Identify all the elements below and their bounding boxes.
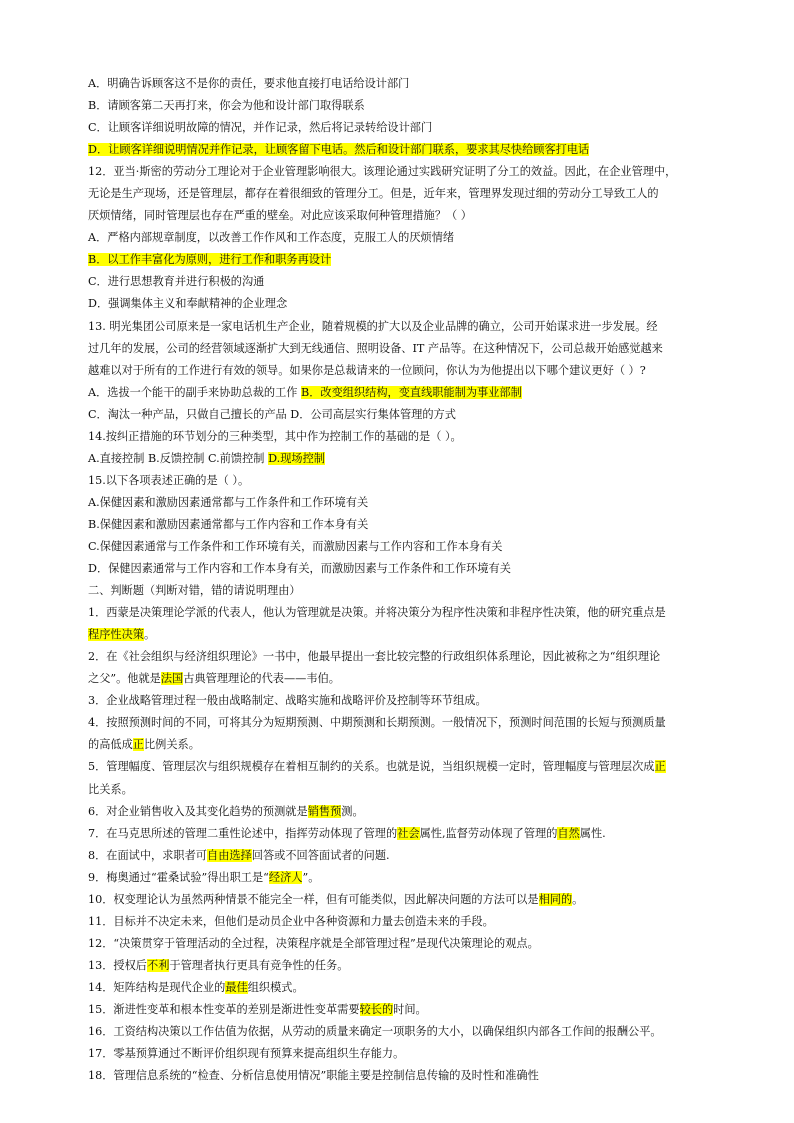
text-line [88,756,710,778]
text-segment: B．请顾客第二天再打来，你会为他和设计部门取得联系 [88,99,365,113]
text-line [88,470,710,492]
text-line [88,293,710,315]
highlighted-text: 销售预 [307,804,342,818]
text-line [88,845,710,867]
document-body [88,73,710,1087]
text-line [88,183,710,205]
text-line [88,95,710,117]
text-segment: C.保健因素通常与工作条件和工作环境有关，而激励因素与工作内容和工作本身有关 [88,539,503,553]
text-segment: 厌烦情绪，同时管理层也存在严重的壁垒。对此应该采取何种管理措施？（ ） [88,209,472,223]
highlighted-text: D.现场控制 [268,451,325,465]
highlighted-text: D．让顾客详细说明情况并作记录，让顾客留下电话。然后和设计部门联系，要求其尽快给顾客打电话 [88,143,590,157]
text-segment: 13. 明光集团公司原来是一家电话机生产企业，随着规模的扩大以及企业品牌的确立，公司开始谋求进一步发展。经 [88,319,658,333]
text-line [88,492,710,514]
text-segment: 比例关系。 [143,738,200,752]
text-line [88,73,710,95]
text-segment: 。 [572,892,584,906]
text-line [88,889,710,911]
text-line [88,338,710,360]
text-segment: ”。 [302,870,320,884]
text-segment: 回答或不回答面试者的问题. [251,848,390,862]
text-segment: 5．管理幅度、管理层次与组织规模存在着相互制约的关系。也就是说，当组织规模一定时，管理幅度与管理层次成 [88,760,655,774]
text-segment: C．进行思想教育并进行积极的沟通 [88,275,265,289]
text-line [88,1065,710,1087]
text-segment: 古典管理理论的代表——韦伯。 [183,672,340,686]
text-segment: 2．在《社会组织与经济组织理论》一书中，他最早提出一套比较完整的行政组织体系理论，因此被称之为“组织理论 [88,650,661,664]
text-segment: 13．授权后 [88,958,147,972]
text-segment: C．让顾客详细说明故障的情况，并作记录，然后将记录转给设计部门 [88,121,433,135]
text-line [88,602,710,624]
text-segment: 组织模式。 [247,980,304,994]
text-segment: 。 [143,628,156,642]
text-segment: C．淘汰一种产品，只做自己擅长的产品 D．公司高层实行集体管理的方式 [88,407,456,421]
text-line [88,161,710,183]
text-line [88,779,710,801]
text-line [88,668,710,690]
text-segment: A．严格内部规章制度，以改善工作作风和工作态度，克服工人的厌烦情绪 [88,231,455,245]
text-line [88,316,710,338]
text-segment: 测。 [341,804,364,818]
text-segment: 14.按纠正措施的环节划分的三种类型，其中作为控制工作的基础的是（ ）。 [88,429,462,443]
text-line [88,624,710,646]
text-segment: 17．零基预算通过不断评价组织现有预算来提高组织生存能力。 [88,1047,405,1061]
text-line [88,1021,710,1043]
text-segment: 7．在马克思所述的管理二重性论述中，指挥劳动体现了管理的 [88,826,398,840]
text-line [88,690,710,712]
text-segment: 时间。 [393,1002,427,1016]
text-segment: 越难以对于所有的工作进行有效的领导。如果你是总裁请来的一位顾问，你认为为他提出以下哪个建议更好（ ）? [88,363,646,377]
text-segment: 15.以下各项表述正确的是（ ）。 [88,473,250,487]
text-segment: 比关系。 [88,782,133,796]
text-line [88,867,710,889]
text-line [88,536,710,558]
text-line [88,646,710,668]
highlighted-text: 程序性决策 [88,628,144,642]
text-line [88,139,710,161]
text-segment: 属性. [579,826,606,840]
text-segment: 12．亚当·斯密的劳动分工理论对于企业管理影响很大。该理论通过实践研究证明了分工的效益。因此，在企业管理中， [88,165,677,179]
text-segment: 16．工资结构决策以工作估值为依据，从劳动的质量来确定一项职务的大小，以确保组织内部各工作间的报酬公平。 [88,1025,662,1039]
text-line [88,1043,710,1065]
text-segment: 8．在面试中，求职者可 [88,848,207,862]
text-line [88,734,710,756]
text-line [88,227,710,249]
text-line [88,117,710,139]
text-line [88,205,710,227]
text-segment: A.保健因素和激励因素通常都与工作条件和工作环境有关 [88,495,369,509]
text-segment: 二、判断题（判断对错，错的请说明理由） [88,584,301,598]
text-segment: D．强调集体主义和奉献精神的企业理念 [88,297,288,311]
text-segment: 11．目标并不决定未来，但他们是动员企业中各种资源和力量去创造未来的手段。 [88,914,494,928]
highlighted-text: 正 [132,738,144,752]
text-segment: 之父”。他就是 [88,672,161,686]
text-segment: 1．西蒙是决策理论学派的代表人，他认为管理就是决策。并将决策分为程序性决策和非程序性决策，他的研究重点是 [88,606,666,620]
text-segment: A．明确告诉顾客这不是你的责任，要求他直接打电话给设计部门 [88,77,410,90]
text-segment: 3．企业战略管理过程一般由战略制定、战略实施和战略评价及控制等环节组成。 [88,694,487,708]
text-line [88,558,710,580]
highlighted-text: 最佳 [225,980,248,994]
text-line [88,955,710,977]
text-segment: 4．按照预测时间的不同，可将其分为短期预测、中期预测和长期预测。一般情况下，预测时间范围的长短与预测质量 [88,716,666,730]
highlighted-text: 不利 [147,958,170,972]
text-segment: D．保健因素通常与工作内容和工作本身有关，而激励因素与工作条件和工作环境有关 [88,562,511,576]
text-line [88,404,710,426]
text-line [88,801,710,823]
text-segment: 15．渐进性变革和根本性变革的差别是渐进性变革需要 [88,1002,360,1016]
text-line [88,514,710,536]
text-segment: 18．管理信息系统的“检查、分析信息使用情况”职能主要是控制信息传输的及时性和准确性 [88,1069,539,1083]
text-segment: B.保健因素和激励因素通常都与工作内容和工作本身有关 [88,517,369,531]
text-line [88,448,710,470]
text-segment: 10．权变理论认为虽然两种情景不能完全一样，但有可能类似，因此解决问题的方法可以是 [88,892,539,906]
text-segment: 9．梅奥通过“霍桑试验”得出职工是“ [88,870,269,884]
text-line [88,249,710,271]
text-segment: A．选拔一个能干的副手来协助总裁的工作 [88,385,302,399]
text-segment: 12．“决策贯穿于管理活动的全过程，决策程序就是全部管理过程”是现代决策理论的观点。 [88,936,539,950]
text-line [88,977,710,999]
text-line [88,382,710,404]
text-segment: 6．对企业销售收入及其变化趋势的预测就是 [88,804,308,818]
text-segment: 14．矩阵结构是现代企业的 [88,980,226,994]
text-line [88,271,710,293]
highlighted-text: B．改变组织结构，变直线职能制为事业部制 [301,385,522,399]
highlighted-text: 法国 [160,672,184,686]
highlighted-text: 经济人 [268,870,303,884]
highlighted-text: B．以工作丰富化为原则，进行工作和职务再设计 [88,253,332,267]
text-line [88,999,710,1021]
text-segment: 的高低成 [88,738,133,752]
text-line [88,911,710,933]
text-segment: 属性,监督劳动体现了管理的 [419,826,558,840]
highlighted-text: 自由选择 [207,848,252,862]
text-line [88,933,710,955]
highlighted-text: 自然 [557,826,580,840]
text-segment: 于管理者执行更具有竞争性的任务。 [169,958,349,972]
text-line [88,823,710,845]
text-line [88,360,710,382]
text-line [88,712,710,734]
text-segment: 无论是生产现场，还是管理层，都存在着很细致的管理分工。但是，近年来，管理界发现过细的劳动分工导致工人的 [88,187,659,201]
highlighted-text: 较长的 [359,1002,394,1016]
text-line [88,580,710,602]
text-line [88,426,710,448]
highlighted-text: 相同的 [538,892,573,906]
highlighted-text: 社会 [397,826,420,840]
text-segment: A.直接控制 B.反馈控制 C.前馈控制 [88,451,269,465]
highlighted-text: 正 [654,760,666,774]
text-segment: 过几年的发展，公司的经营领域逐渐扩大到无线通信、照明设备、IT 产品等。在这种情况下，公司总裁开始感觉越来 [88,341,663,355]
